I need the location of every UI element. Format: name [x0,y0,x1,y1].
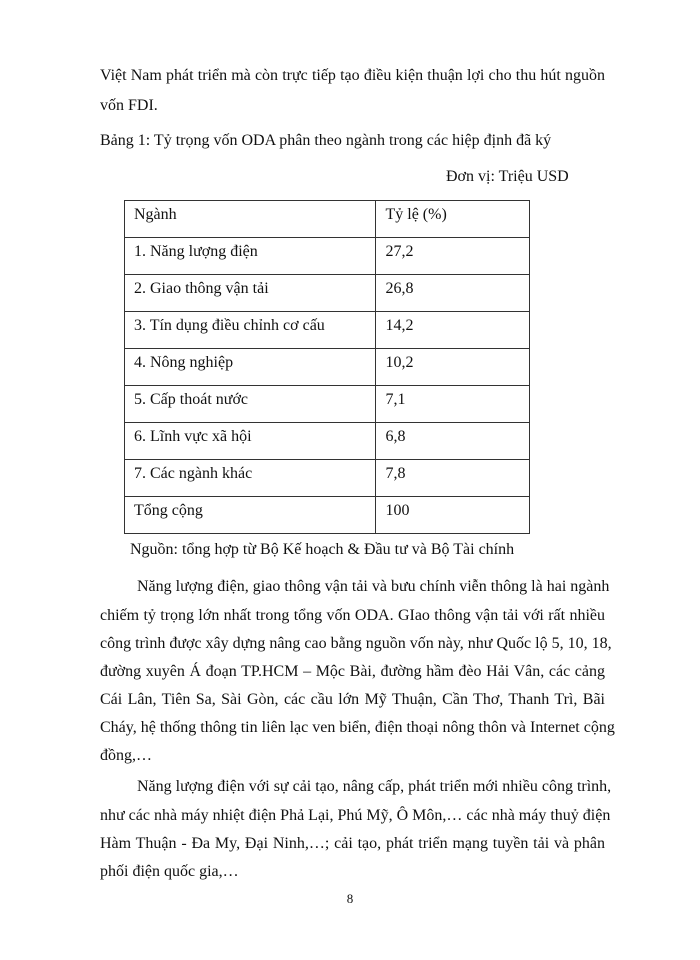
cell-sector: Tổng cộng [125,497,376,534]
table-source: Nguồn: tổng hợp từ Bộ Kế hoạch & Đầu tư và Bộ Tài chính [130,541,515,558]
intro-line-1: Việt Nam phát triển mà còn trực tiếp tạo điều kiện thuận lợi cho thu hút nguồn [100,67,605,84]
table-caption: Bảng 1: Tỷ trọng vốn ODA phân theo ngành trong các hiệp định đã ký [100,132,552,149]
paragraph-2-line: Hàm Thuận - Đa My, Đại Ninh,…; cải tạo, phát triển mạng tuyền tải và phân [100,835,605,852]
cell-sector: 6. Lĩnh vực xã hội [125,423,376,460]
cell-value: 27,2 [376,238,530,275]
paragraph-2-line: Năng lượng điện với sự cải tạo, nâng cấp, phát triển mới nhiều công trình, [137,778,612,795]
paragraph-2-line: phối điện quốc gia,… [100,863,239,880]
table-total-row [125,497,530,534]
paragraph-2-line: như các nhà máy nhiệt điện Phả Lại, Phú Mỹ, Ô Môn,… các nhà máy thuỷ điện [100,807,611,824]
page-number: 8 [346,891,354,906]
table-row [125,349,530,386]
table-row [125,238,530,275]
cell-value: 100 [376,497,530,534]
table-unit: Đơn vị: Triệu USD [446,168,569,185]
paragraph-1-line: chiếm tỷ trọng lớn nhất trong tổng vốn ODA. GIao thông vận tải với rất nhiều [100,607,605,624]
paragraph-1-line: Cháy, hệ thống thông tin liên lạc ven biển, điện thoại nông thôn và Internet cộng [100,719,615,736]
intro-line-2: vốn FDI. [100,97,158,114]
cell-value: 6,8 [376,423,530,460]
paragraph-1-line: Năng lượng điện, giao thông vận tải và bưu chính viễn thông là hai ngành [137,578,610,595]
cell-sector: 4. Nông nghiệp [125,349,376,386]
cell-value: 26,8 [376,275,530,312]
cell-sector: 2. Giao thông vận tải [125,275,376,312]
cell-sector: 5. Cấp thoát nước [125,386,376,423]
cell-value: 10,2 [376,349,530,386]
cell-value: 14,2 [376,312,530,349]
cell-value: 7,8 [376,460,530,497]
table-row [125,275,530,312]
table-row [125,386,530,423]
table-header-row [125,201,530,238]
cell-sector: 7. Các ngành khác [125,460,376,497]
cell-sector: 3. Tín dụng điều chỉnh cơ cấu [125,312,376,349]
header-ratio: Tỷ lệ (%) [376,201,530,238]
header-sector: Ngành [125,201,376,238]
paragraph-1-line: Cái Lân, Tiên Sa, Sài Gòn, các cầu lớn Mỹ Thuận, Cần Thơ, Thanh Trì, Bãi [100,691,605,708]
oda-sector-table [124,200,530,534]
cell-sector: 1. Năng lượng điện [125,238,376,275]
cell-value: 7,1 [376,386,530,423]
table-row [125,312,530,349]
table-row [125,460,530,497]
paragraph-1-line: công trình được xây dựng nâng cao bằng nguồn vốn này, như Quốc lộ 5, 10, 18, [100,635,612,652]
paragraph-1-line: đồng,… [100,747,152,764]
paragraph-1-line: đường xuyên Á đoạn TP.HCM – Mộc Bài, đường hầm đèo Hải Vân, các cảng [100,663,605,680]
table-row [125,423,530,460]
